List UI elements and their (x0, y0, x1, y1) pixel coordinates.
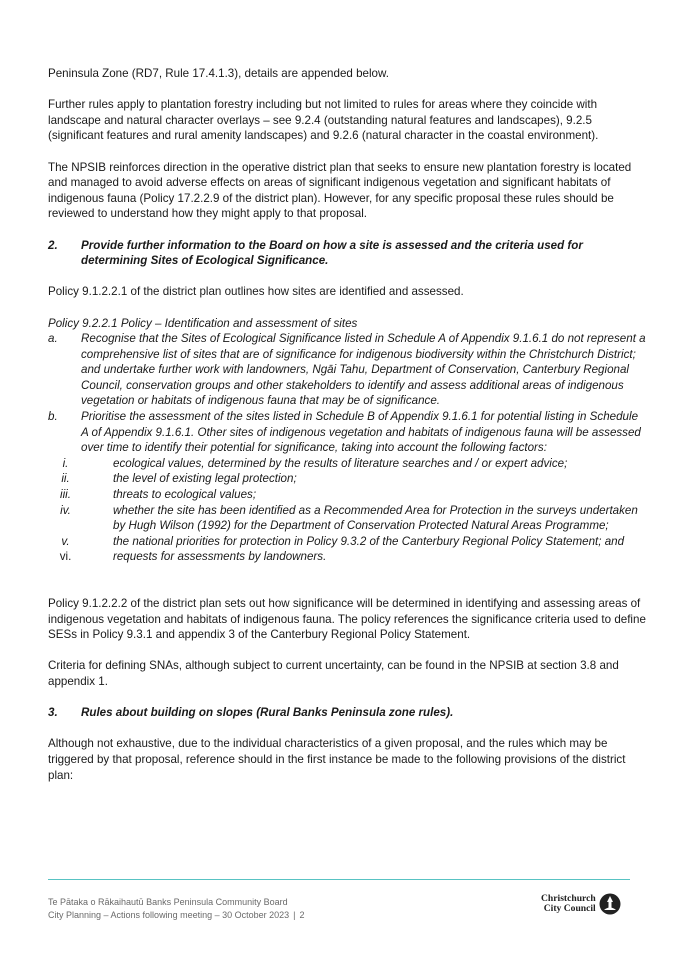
factor-text: the national priorities for protection in Policy 9.3.2 of the Canterbury Regional Policy Statement; and (113, 534, 625, 548)
factor-item (48, 471, 648, 487)
council-logo (541, 893, 621, 915)
policy-heading: Policy 9.2.2.1 Policy – Identification and assessment of sites (48, 316, 358, 330)
footer-separator: | (293, 910, 296, 920)
question-text: Provide further information to the Board on how a site is assessed and the criteria used for determining Sites of Ecological Significance. (81, 238, 583, 268)
factor-text: requests for assessments by landowners. (113, 550, 327, 564)
policy-item-label: a. (48, 332, 58, 346)
paragraph-provisions: Although not exhaustive, due to the individual characteristics of a given proposal, and the rules which may be triggered by that proposal, reference should in the first instance be made to the following provisions of the district plan: (48, 737, 626, 782)
policy-item-label: b. (48, 410, 58, 424)
factor-label: v. (61, 534, 70, 548)
factor-item (48, 503, 648, 534)
question-2-heading (48, 238, 648, 269)
paragraph-npsib-direction: The NPSIB reinforces direction in the operative district plan that seeks to ensure new plantation forestry is located and managed to avoid adverse effects on areas of significant indigenous vegetation and significant habitats of indigenous fauna (Policy 17.2.2.9 of the district plan). However, for any specific proposal these rules should be reviewed to understand how they might apply to that proposal. (48, 160, 632, 221)
paragraph-zone-reference: Peninsula Zone (RD7, Rule 17.4.1.3), details are appended below. (48, 67, 389, 80)
policy-item (48, 409, 648, 456)
factor-label: iv. (60, 503, 71, 517)
policy-list (48, 331, 648, 565)
logo-line-1: Christchurch (541, 893, 596, 904)
question-text: Rules about building on slopes (Rural Banks Peninsula zone rules). (81, 706, 454, 720)
policy-item (48, 331, 648, 409)
factor-label: vi. (59, 550, 72, 564)
factor-text: whether the site has been identified as a Recommended Area for Protection in the surveys undertaken by Hugh Wilson (1992) for the Department of Conservation Protected Natural Areas Programme; (113, 503, 638, 533)
cathedral-emblem-icon (599, 893, 621, 915)
factor-item (48, 534, 648, 550)
footer-board-name: Te Pātaka o Rākaihautū Banks Peninsula Community Board (48, 897, 288, 907)
footer-document-title: City Planning – Actions following meeting – 30 October 2023 (48, 910, 290, 920)
paragraph-further-rules: Further rules apply to plantation forestry including but not limited to rules for areas where they coincide with landscape and natural character overlays – see 9.2.4 (outstanding natural features and landscapes), 9.2.5 (significant features and rural amenity landscapes) and 9.2.6 (natural character in the coastal environment). (48, 98, 599, 143)
question-number: 2. (48, 238, 58, 252)
footer (48, 896, 305, 922)
paragraph-sna-criteria: Criteria for defining SNAs, although subject to current uncertainty, can be found in the NPSIB at section 3.8 and appendix 1. (48, 659, 619, 688)
factor-item (48, 456, 648, 472)
policy-item-text: Prioritise the assessment of the sites listed in Schedule B of Appendix 9.1.6.1 for potential listing in Schedule A of Appendix 9.1.6.1. Other sites of indigenous vegetation and habitats of indigenous fauna will be assessed over time to identify their potential for significance, taking into account the following factors: (81, 410, 641, 455)
question-number: 3. (48, 706, 58, 720)
policy-item-text: Recognise that the Sites of Ecological Significance listed in Schedule A of Appendix 9.1.6.1 do not represent a comprehensive list of sites that are of significance for indigenous biodiversity within the Christchurch District; and undertake further work with landowners, Ngāi Tahu, Department of Conservation, Canterbury Regional Council, conservation groups and other stakeholders to identify and assess additional areas of indigenous vegetation or habitats of indigenous fauna that may be of significance. (81, 332, 646, 408)
factor-text: threats to ecological values; (113, 488, 257, 502)
logo-line-2: City Council (543, 903, 596, 914)
factor-label: ii. (61, 472, 70, 486)
factor-label: iii. (60, 488, 71, 502)
page-number: 2 (299, 910, 305, 920)
paragraph-policy-outline: Policy 9.1.2.2.1 of the district plan outlines how sites are identified and assessed. (48, 285, 464, 299)
question-3-heading (48, 705, 648, 721)
factor-list (48, 456, 648, 565)
footer-document-line (48, 909, 305, 922)
factor-text: the level of existing legal protection; (113, 472, 297, 486)
factor-label: i. (62, 456, 69, 470)
factor-text: ecological values, determined by the results of literature searches and / or expert advice; (113, 456, 568, 470)
footer-divider (48, 879, 630, 880)
logo-wordmark (541, 894, 596, 914)
factor-item (48, 549, 648, 565)
document-body (48, 66, 648, 783)
factor-item (48, 487, 648, 503)
paragraph-significance-determination: Policy 9.1.2.2.2 of the district plan sets out how significance will be determined in identifying and assessing areas of indigenous vegetation and habitats of indigenous fauna. The policy references the significance criteria used to define SESs in Policy 9.3.1 and appendix 3 of the Canterbury Regional Policy Statement. (48, 597, 646, 642)
